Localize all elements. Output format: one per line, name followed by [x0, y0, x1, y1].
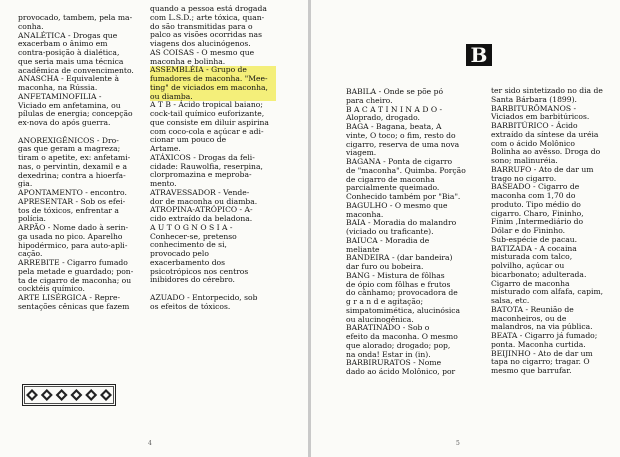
text-line: cido extraído da beladona. [150, 214, 253, 223]
text-line: maconheiros, ou de [491, 313, 567, 323]
text-line: BABILA - Onde se põe pó [346, 87, 444, 96]
text-line: conha. [18, 21, 44, 31]
text-line: bicarbonato; adulterada. [491, 269, 587, 279]
text-line: ou alucinogênica. [346, 314, 414, 324]
text-line: dado ao ácido Molônico, por [346, 367, 456, 376]
text-line: de ópio com fôlhas e frutos [346, 279, 451, 289]
text-line: cigarro. Charo, Fininho, [491, 208, 584, 218]
text-line: ANOREXIGÊNICOS - Dro- [18, 135, 119, 145]
text-line: sentações cênicas que fazem [18, 301, 130, 311]
text-line: Sub-espécie de pacau. [491, 234, 578, 244]
text-line: Aloprado, drogado. [346, 113, 420, 123]
section-letter-b-icon [466, 44, 492, 66]
text-line: ANALÉTICA - Drogas que [18, 30, 118, 40]
text-line: maconha. [346, 209, 384, 219]
text-line: com o ácido Molônico [491, 138, 575, 148]
text-line: BARBITURÔMANOS - [491, 103, 577, 113]
text-line: BAGULHO - O mesmo que [346, 200, 448, 210]
right-page [311, 0, 620, 457]
text-line: A T B - Ácido tropical baiano; [150, 100, 263, 110]
text-line: ARTE LISÉRGICA - Repre- [18, 293, 121, 302]
text-line: contra-posição à dialética, [18, 48, 120, 57]
text-line: simpatomimética, alucinósica [346, 305, 461, 315]
left-column-1 [18, 14, 142, 312]
text-line: ga usada no pico. Aparelho [18, 231, 123, 241]
text-line: clorpromazina e meproba- [150, 170, 252, 180]
text-line: ANASCHA - Equivalente à [18, 74, 119, 84]
text-line: que consiste em diluir aspirina [150, 117, 269, 127]
text-line: ting" de viciados em maconha, [150, 82, 268, 92]
text-line: para cheiro. [346, 95, 393, 105]
text-line: maconha com 1,70 do [491, 191, 576, 200]
text-line: tos de tóxicos, enfrentar a [18, 205, 119, 215]
text-line: APONTAMENTO - encontro. [18, 188, 127, 197]
text-line: cocktéis químico. [18, 284, 85, 294]
text-line: palco as visões ocorridas nas [150, 30, 262, 40]
page-number: 5 [456, 440, 460, 447]
text-line: trago no cigarro. [491, 173, 557, 183]
text-line: conhecimento de si, [150, 240, 227, 250]
text-line: extraído da síntese da uréia [491, 129, 599, 139]
text-line: Viciado em anfetamina, ou [18, 100, 121, 110]
text-line: Artame. [150, 144, 181, 153]
text-line: BANG - Mistura de fôlhas [346, 270, 445, 280]
text-line: BARRUFO - Ato de dar um [491, 164, 594, 174]
text-line: ARPÃO - Nome dado à serin- [18, 223, 129, 232]
text-line: ATÁXICOS - Drogas da feli- [150, 152, 255, 162]
left-column-2 [150, 5, 276, 311]
text-line: provocado, tambem, pela ma- [18, 13, 133, 22]
text-line: gas que geram a magreza; [18, 144, 121, 154]
text-line: ta de cigarro de maconha; ou [18, 275, 132, 285]
text-line: maconha e bolinha. [150, 56, 226, 66]
text-line: BEIJINHO - Ato de dar um [491, 348, 593, 358]
page-number: 4 [148, 440, 152, 447]
text-line: cionar um pouco de [150, 135, 227, 145]
left-page [0, 0, 308, 457]
text-line: Cigarro de maconha [491, 278, 570, 288]
text-line: BAGA - Bagana, beata, A [346, 122, 442, 131]
text-line: Conhecido também por "Bia". [346, 192, 461, 201]
text-line: na onda! Estar in (in). [346, 349, 431, 359]
text-line: exacerbam o ânimo em [18, 39, 108, 49]
text-line: tapa no cigarro; tragar. O [491, 357, 590, 367]
text-line: polvilho, açúcar ou [491, 261, 565, 270]
text-line: mesmo que barrufar. [491, 366, 572, 375]
text-line: ANFETAMINOFILIA - [18, 91, 102, 101]
text-line: pílulas de energia; concepção [18, 109, 133, 119]
text-line: viagens dos alucinógenos. [150, 39, 251, 48]
text-line: inibidores do cérebro. [150, 275, 235, 285]
text-line: vinte, O toco; o fim, resto do [346, 130, 456, 140]
text-line: que alorado; drogado; pop, [346, 340, 451, 350]
text-line: de cigarro de maconha [346, 174, 435, 184]
text-line: (viciado ou traficante). [346, 227, 434, 236]
text-line: Dólar e do Fininho. [491, 226, 566, 235]
text-line: AS COISAS - O mesmo que [150, 47, 255, 57]
text-line: Viciados em barbitúricos. [491, 112, 590, 122]
text-line: quando a pessoa está drogada [150, 4, 267, 13]
text-line: cação. [18, 249, 43, 259]
text-line: malandros, na via pública. [491, 322, 593, 332]
text-line: polícia. [18, 214, 46, 224]
text-line: BATOTA - Reunião de [491, 304, 574, 314]
text-line: do são transmitidas para o [150, 21, 253, 31]
text-line: APRESENTAR - Sob os efei- [18, 196, 126, 206]
text-line: Finim ,Intermediário do [491, 217, 584, 227]
text-line: Conhecer-se, pretenso [150, 231, 237, 241]
text-line: ATROPINA-ATRÓPICO - A- [150, 205, 253, 215]
text-line: BANDEIRA - (dar bandeira) [346, 253, 453, 263]
column-text-top [150, 5, 276, 66]
text-line: que seria mais uma técnica [18, 56, 124, 66]
text-line: sono; malinuréia. [491, 156, 558, 165]
section-letter: B [470, 44, 488, 66]
text-line: cigarro, reserva de uma nova [346, 139, 460, 149]
right-column-2 [491, 87, 619, 376]
text-line: gia. [18, 179, 33, 189]
text-line: maconha, na Rússia. [18, 83, 98, 92]
text-line: BAIUCA - Moradia de [346, 235, 430, 245]
text-line: pela metade e guardado; pon- [18, 266, 134, 276]
text-line: BARBITÚRICO - Ácido [491, 121, 578, 130]
highlighted-entry-assembleia [150, 66, 276, 101]
text-line: ATRAVESSADOR - Vende- [150, 187, 250, 197]
text-line: exacerbamento dos [150, 257, 226, 267]
text-line: provocado pelo [150, 249, 209, 258]
text-line: AZUADO - Entorpecido, sob [150, 292, 258, 302]
text-line: BAIA - Moradia do malandro [346, 218, 457, 228]
text-line: com coco-cola e açúcar e adi- [150, 126, 264, 136]
text-line: BEATA - Cigarro já fumado; [491, 331, 598, 340]
text-line: de "maconha". Quimba. Porção [346, 165, 466, 175]
text-line: tiram o apetite, ex: anfetami- [18, 153, 131, 162]
text-line: BARATINADO - Sob o [346, 323, 430, 333]
text-line: meliante [346, 244, 380, 254]
text-line: B A C A T I N I N A D O - [346, 104, 443, 114]
text-line: com L.S.D.; arte tóxica, quan- [150, 12, 265, 22]
text-line: ASSEMBLÉIA - Grupo de [150, 65, 247, 75]
text-line: Bolinha ao avêsso. Droga do [491, 147, 601, 157]
text-line: dor de maconha ou diamba. [150, 196, 258, 206]
text-line: cock-tail químico euforizante, [150, 109, 265, 118]
text-line: efeito da maconha. O mesmo [346, 332, 458, 341]
text-line: mento. [150, 179, 177, 188]
text-line: g r a n d e agitação; [346, 297, 424, 306]
text-line: fumadores de maconha. "Mee- [150, 74, 268, 83]
text-line: produto. Tipo médio do [491, 199, 581, 209]
text-line: do cânhamo; provocadora de [346, 288, 458, 298]
column-text-bottom [150, 101, 276, 311]
text-line: os efeitos de tóxicos. [150, 301, 231, 311]
text-line: ou diamba. [150, 91, 193, 101]
text-line: viagem. [346, 148, 377, 158]
text-line: psicotrópicos nos centros [150, 266, 249, 276]
text-line: BATIZADA - A cocaina [491, 243, 577, 253]
text-line: ter sido sintetizado no dia de [491, 86, 603, 95]
text-line: ponta. Maconha curtida. [491, 339, 586, 349]
text-line: salsa, etc. [491, 296, 530, 305]
text-line: ARREBITE - Cigarro fumado [18, 258, 128, 267]
text-line: nas, o pervintin, dexamil e a [18, 161, 127, 171]
text-line: A U T O G N O S I A - [150, 222, 233, 232]
text-line: ex-nova do após guerra. [18, 118, 111, 127]
text-line: misturado com alfafa, capim, [491, 287, 604, 297]
text-line: Santa Bárbara (1899). [491, 94, 577, 104]
text-line: dexedrina; contra a hioerfa- [18, 170, 126, 180]
text-line: BASEADO - Cigarro de [491, 182, 580, 192]
text-line: hipodérmico, para auto-apli- [18, 240, 128, 250]
text-line: BAGANA - Ponta de cigarro [346, 157, 453, 166]
text-line: BARBIRURATOS - Nome [346, 358, 442, 368]
right-column-1 [346, 88, 478, 377]
decorative-ornament-icon [22, 384, 116, 406]
text-line: misturada com talco, [491, 252, 573, 262]
text-line: dar furo ou bobeira. [346, 262, 424, 271]
text-line: cidade: Rauwolfia, reserpina, [150, 161, 263, 171]
text-line: acadêmica de convencimento. [18, 65, 134, 75]
text-line: parcialmente queimado. [346, 183, 440, 193]
